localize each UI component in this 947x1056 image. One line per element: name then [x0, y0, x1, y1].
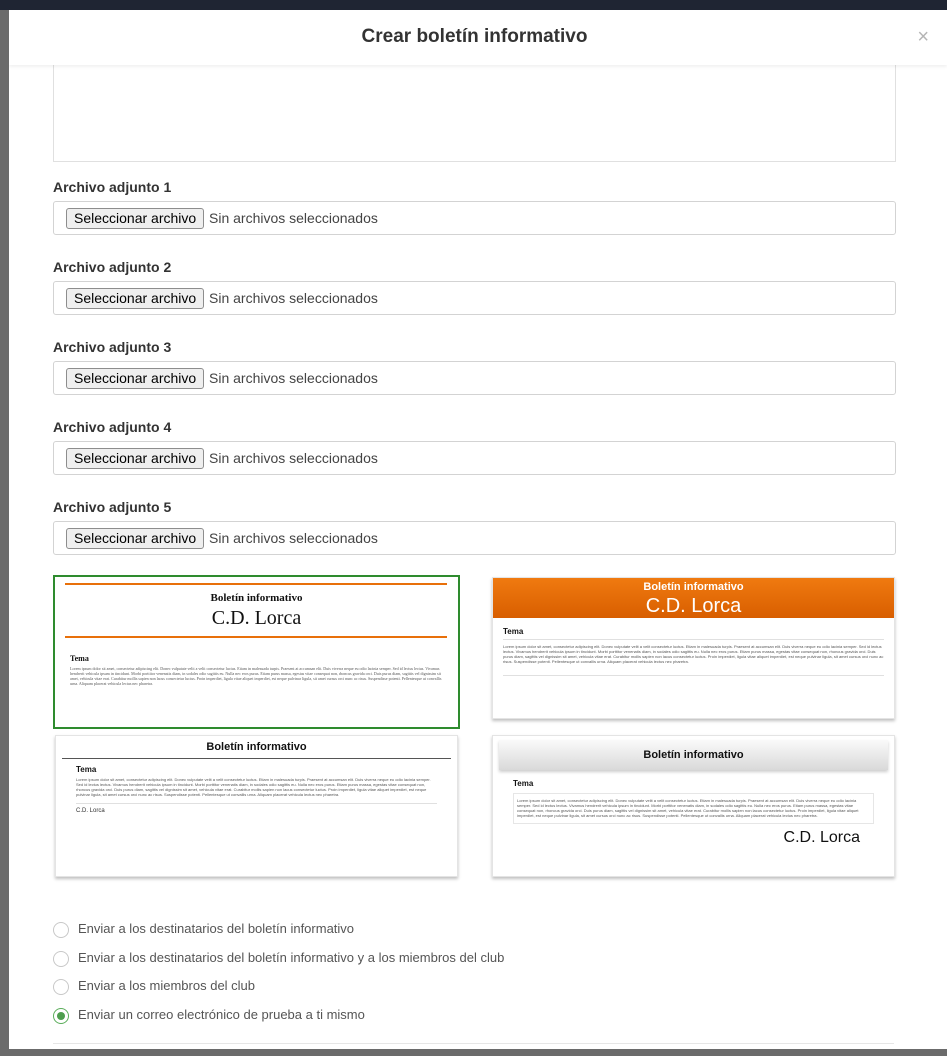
- template-3-club-name: C.D. Lorca: [76, 808, 105, 814]
- attachment-3-field[interactable]: [53, 361, 896, 395]
- template-orange-header[interactable]: [492, 577, 895, 719]
- template-2-club-name: C.D. Lorca: [645, 595, 742, 617]
- attachment-5-label: Archivo adjunto 5: [53, 499, 172, 515]
- template-3-heading: Boletín informativo: [206, 741, 307, 753]
- attachment-5-status: Sin archivos seleccionados: [209, 530, 378, 546]
- template-2-body: Lorem ipsum dolor sit amet, consectetur adipiscing elit. Donec vulputate velit a velit consectetur luctus. Etiam in malesuada turpis. Praesent at accumsan elit. Duis viverra neque eu odio lacinia semper. Sed id lectus lectus. Vivamus hendrerit vehicula ipsum in tincidunt. Morbi porttitor venenatis diam, in sodales odio sagittis eu. Nulla nec eros purus. Etiam purus massa, egestas vitae consequat non, rhoncus gravida orci. Duis purus diam, sagittis vel dignissim sit amet, vehicula vitae erat. Curabitur mollis sapien non lacus consectetur luctus. Proin imperdiet, ligula vitae aliquet imperdiet, est neque pulvinar ligula, sit amet cursus orci nunc ac risus. Suspendisse potenti. Pellentesque ut convallis urna. Aliquam placerat vehicula lectus nec pharetra.: [503, 644, 884, 664]
- close-icon[interactable]: ×: [917, 26, 929, 48]
- attachment-3-select-button[interactable]: Seleccionar archivo: [66, 368, 204, 389]
- radio-newsletter-and-members[interactable]: [53, 951, 69, 967]
- attachment-2-field[interactable]: [53, 281, 896, 315]
- template-4-topic: Tema: [513, 779, 534, 788]
- radio-newsletter-recipients[interactable]: [53, 922, 69, 938]
- modal-title: Crear boletín informativo: [361, 26, 588, 47]
- template-3-rule: [62, 758, 451, 759]
- template-4-heading: Boletín informativo: [643, 749, 744, 761]
- template-1-heading: Boletín informativo: [210, 592, 303, 604]
- footer-divider: [53, 1043, 894, 1044]
- template-3-body: Lorem ipsum dolor sit amet, consectetur adipiscing elit. Donec vulputate velit a velit consectetur luctus. Etiam in malesuada turpis. Praesent at accumsan elit. Duis viverra neque eu odio lacinia semper. Sed id lectus lectus. Vivamus hendrerit vehicula ipsum in tincidunt. Morbi porttitor venenatis diam, in sodales odio sagittis eu. Nulla nec eros purus. Etiam purus massa, egestas vitae consequat non, rhoncus gravida orci. Duis purus diam, sagittis vel dignissim sit amet, vehicula vitae erat. Curabitur mollis sapien non lacus consectetur luctus. Proin imperdiet, ligula vitae aliquet imperdiet, est neque pulvinar ligula, sit amet cursus orci nunc ac risus. Suspendisse potenti. Pellentesque ut convallis urna. Aliquam placerat vehicula lectus nec pharetra.: [76, 777, 431, 797]
- attachment-2-select-button[interactable]: Seleccionar archivo: [66, 288, 204, 309]
- template-3-divider: [76, 803, 437, 804]
- template-2-footer-divider: [503, 675, 884, 676]
- recipient-option-label: Enviar un correo electrónico de prueba a ti mismo: [78, 1007, 365, 1022]
- attachment-4-status: Sin archivos seleccionados: [209, 450, 378, 466]
- page-topbar: [0, 0, 947, 10]
- attachment-3-status: Sin archivos seleccionados: [209, 370, 378, 386]
- recipient-option-label: Enviar a los destinatarios del boletín informativo: [78, 921, 355, 936]
- message-textarea[interactable]: [53, 64, 896, 162]
- attachment-1-field[interactable]: [53, 201, 896, 235]
- attachment-5-field[interactable]: [53, 521, 896, 555]
- attachment-1-label: Archivo adjunto 1: [53, 179, 172, 195]
- radio-test-email-selected[interactable]: [53, 1008, 69, 1024]
- radio-club-members[interactable]: [53, 979, 69, 995]
- attachment-5-select-button[interactable]: Seleccionar archivo: [66, 528, 204, 549]
- template-2-topic: Tema: [503, 627, 524, 636]
- template-1-club-name: C.D. Lorca: [211, 607, 302, 629]
- recipient-option-label: Enviar a los miembros del club: [78, 978, 256, 993]
- attachment-2-status: Sin archivos seleccionados: [209, 290, 378, 306]
- template-4-club-name: C.D. Lorca: [783, 829, 860, 846]
- template-1-bottom-rule: [65, 636, 447, 638]
- create-newsletter-modal: [9, 10, 947, 1049]
- attachment-3-label: Archivo adjunto 3: [53, 339, 172, 355]
- template-plain[interactable]: [55, 735, 458, 877]
- attachment-2-label: Archivo adjunto 2: [53, 259, 172, 275]
- attachment-4-field[interactable]: [53, 441, 896, 475]
- template-1-body: Lorem ipsum dolor sit amet, consectetur adipiscing elit. Donec vulputate velit a velit consectetur luctus. Etiam in malesuada turpis. Praesent at accumsan elit. Duis viverra neque eu odio lacinia semper. Sed id lectus lectus. Vivamus hendrerit vehicula ipsum in tincidunt. Morbi porttitor venenatis diam, in sodales odio sagittis eu. Nulla nec eros purus. Etiam purus massa, egestas vitae consequat non, rhoncus gravida orci. Duis purus diam, sagittis vel dignissim sit amet, vehicula vitae erat. Curabitur mollis sapien non lacus consectetur luctus. Proin imperdiet, ligula vitae aliquet imperdiet, est neque pulvinar ligula, sit amet cursus orci nunc ac risus. Suspendisse potenti. Pellentesque ut convallis urna. Aliquam placerat vehicula lectus nec pharetra.: [70, 666, 442, 686]
- attachment-4-label: Archivo adjunto 4: [53, 419, 172, 435]
- modal-header: [9, 10, 947, 65]
- attachment-1-select-button[interactable]: Seleccionar archivo: [66, 208, 204, 229]
- template-3-topic: Tema: [76, 765, 97, 774]
- template-gray-header[interactable]: [492, 735, 895, 877]
- recipient-option-label: Enviar a los destinatarios del boletín informativo y a los miembros del club: [78, 950, 505, 965]
- template-4-body: Lorem ipsum dolor sit amet, consectetur adipiscing elit. Donec vulputate velit a velit consectetur luctus. Etiam in malesuada turpis. Praesent at accumsan elit. Duis viverra neque eu odio lacinia semper. Sed id lectus lectus. Vivamus hendrerit vehicula ipsum in tincidunt. Morbi porttitor venenatis diam, in sodales odio sagittis eu. Nulla nec eros purus. Etiam purus massa, egestas vitae consequat non, rhoncus gravida orci. Duis purus diam, sagittis vel dignissim sit amet, vehicula vitae erat. Curabitur mollis sapien non lacus consectetur luctus. Proin imperdiet, ligula vitae aliquet imperdiet, est neque pulvinar ligula, sit amet cursus orci nunc ac risus. Suspendisse potenti. Pellentesque ut convallis urna. Aliquam placerat vehicula lectus nec pharetra.: [517, 798, 859, 818]
- template-2-heading: Boletín informativo: [643, 581, 744, 593]
- template-1-top-rule: [65, 583, 447, 585]
- attachment-4-select-button[interactable]: Seleccionar archivo: [66, 448, 204, 469]
- template-2-divider: [503, 639, 884, 640]
- template-1-topic: Tema: [70, 654, 89, 663]
- attachment-1-status: Sin archivos seleccionados: [209, 210, 378, 226]
- template-classic-selected[interactable]: [53, 575, 460, 729]
